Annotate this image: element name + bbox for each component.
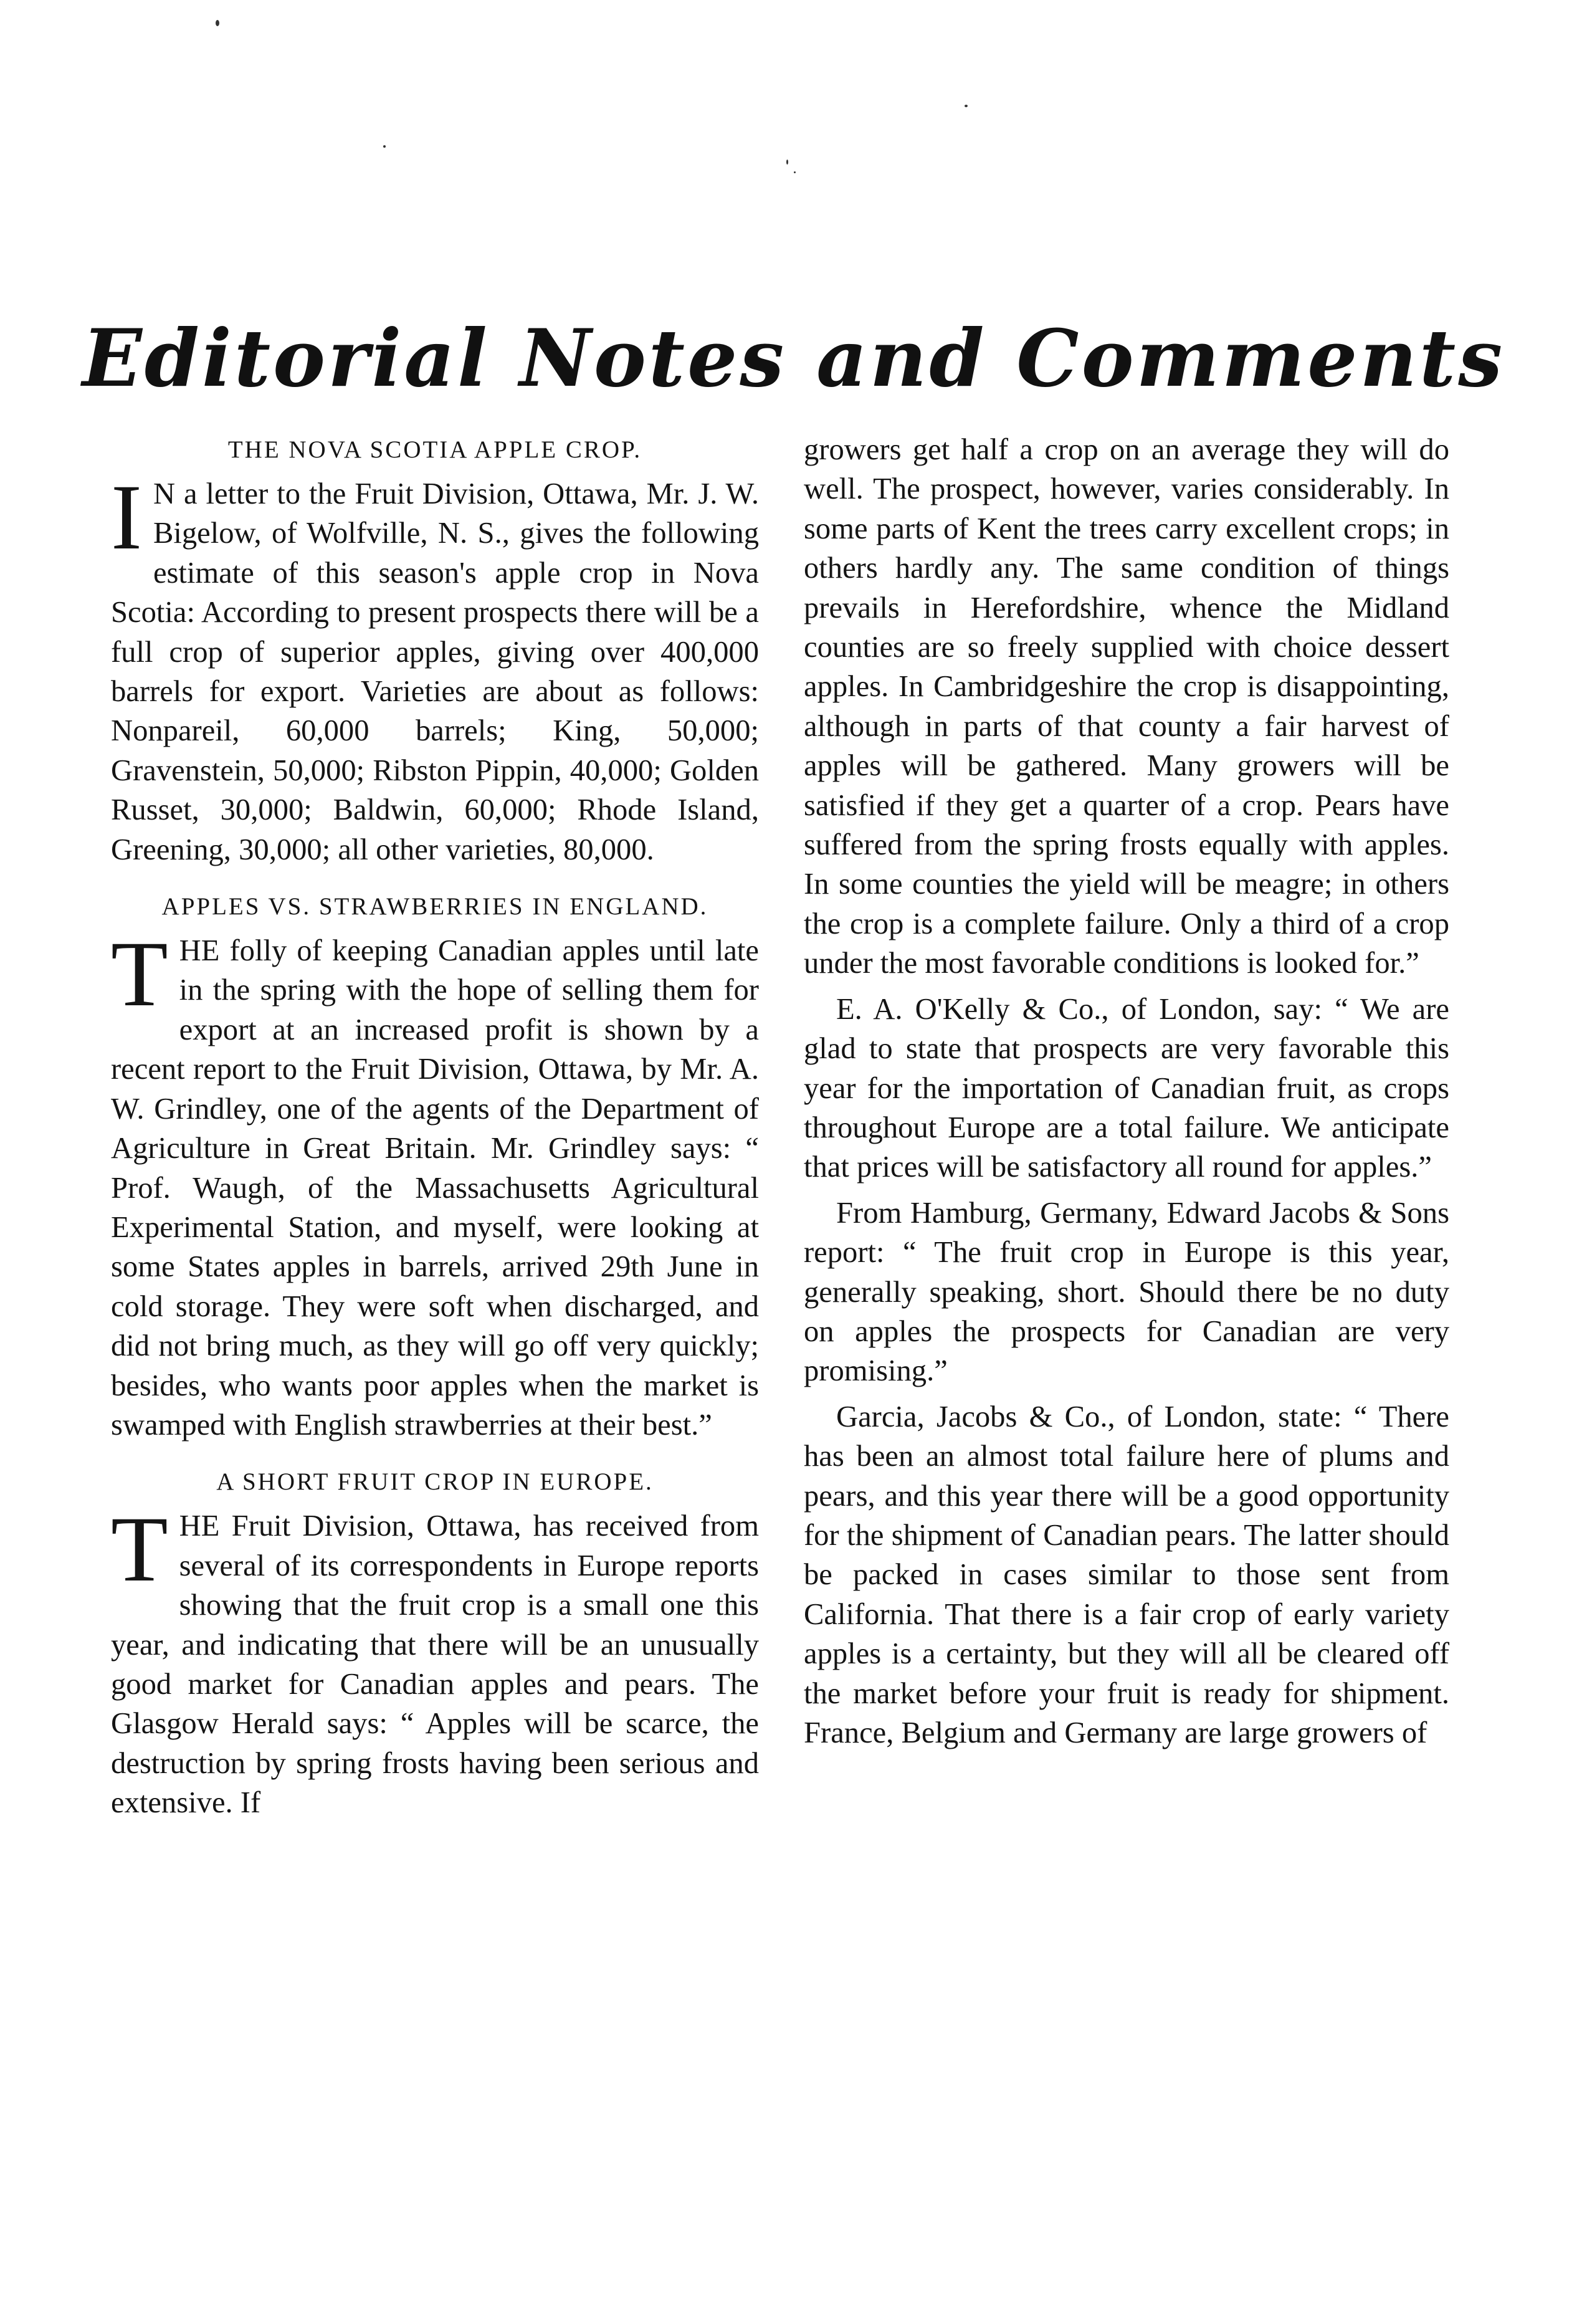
section-heading: APPLES VS. STRAWBERRIES IN ENGLAND.	[161, 893, 708, 921]
left-column	[111, 430, 759, 1829]
section-heading: THE NOVA SCOTIA APPLE CROP.	[227, 436, 642, 463]
print-speck	[786, 160, 788, 165]
body-paragraph: THE folly of keeping Canadian apples until late in the spring with the hope of selling them for export at an increased profit is shown by a recent report to the Fruit Division, Ottawa, by Mr. A. W. Grindley, one of the agents of the Department of Agriculture in Great Britain. Mr. Grindley says: “ Prof. Waugh, of the Massachusetts Agricultural Experimental Station, and myself, were looking at some States apples in barrels, arrived 29th June in cold storage. They were soft when discharged, and did not bring much, as they will go off very quickly; besides, who wants poor apples when the market is swamped with English strawberries at their best.”	[111, 922, 759, 1442]
body-paragraph: growers get half a crop on an average they will do well. The prospect, however, varies considerably. In some parts of Kent the trees carry excellent crops; in others hardly any. The same condition of things prevails in Herefordshire, whence the Midland counties are so freely supplied with choice dessert apples. In Cambridgeshire the crop is disappointing, although in parts of that county a fair harvest of apples will be gathered. Many growers will be satisfied if they get a quarter of a crop. Pears have suffered from the spring frosts equally with apples. In some counties the yield will be meagre; in others the crop is a complete failure. Only a third of a crop under the most favorable conditions is looked for.”	[804, 433, 1449, 980]
print-speck	[965, 105, 968, 107]
page-title: Editorial Notes and Comments	[82, 312, 1505, 404]
body-paragraph: E. A. O'Kelly & Co., of London, say: “ We are glad to state that prospects are very favorable this year for the importation of Canadian fruit, as crops throughout Europe are a total failure. We anticipate that prices will be satisfactory all round for apples.”	[804, 992, 1449, 1184]
print-speck	[383, 145, 386, 148]
print-speck	[216, 20, 219, 26]
right-column	[804, 430, 1449, 1759]
print-speck	[794, 171, 796, 173]
body-paragraph: Garcia, Jacobs & Co., of London, state: “ There has been an almost total failure here of plums and pears, and this year there will be a good opportunity for the shipment of Canadian pears. The latter should be packed in cases similar to those sent from California. That there is a fair crop of early variety apples is a certainty, but they will all be cleared off the market before your fruit is ready for shipment. France, Belgium and Germany are large growers of	[804, 1399, 1449, 1749]
body-paragraph: IN a letter to the Fruit Division, Ottawa, Mr. J. W. Bigelow, of Wolfville, N. S., gives the following estimate of this season's apple crop in Nova Scotia: According to present prospects there will be a full crop of superior apples, giving over 400,000 barrels for export. Varieties are about as follows: Nonpareil, 60,000 barrels; King, 50,000; Gravenstein, 50,000; Ribston Pippin, 40,000; Golden Russet, 30,000; Baldwin, 60,000; Rhode Island, Greening, 30,000; all other varieties, 80,000.	[111, 466, 759, 866]
section-heading: A SHORT FRUIT CROP IN EUROPE.	[216, 1468, 654, 1496]
body-paragraph: From Hamburg, Germany, Edward Jacobs & Sons report: “ The fruit crop in Europe is this year, generally speaking, short. Should there be no duty on apples the prospects for Canadian are very promising.”	[804, 1195, 1449, 1388]
body-paragraph: THE Fruit Division, Ottawa, has received from several of its correspondents in Europe reports showing that the fruit crop is a small one this year, and indicating that there will be an unusually good market for Canadian apples and pears. The Glasgow Herald says: “ Apples will be scarce, the destruction by spring frosts having been serious and extensive. If	[111, 1498, 759, 1820]
